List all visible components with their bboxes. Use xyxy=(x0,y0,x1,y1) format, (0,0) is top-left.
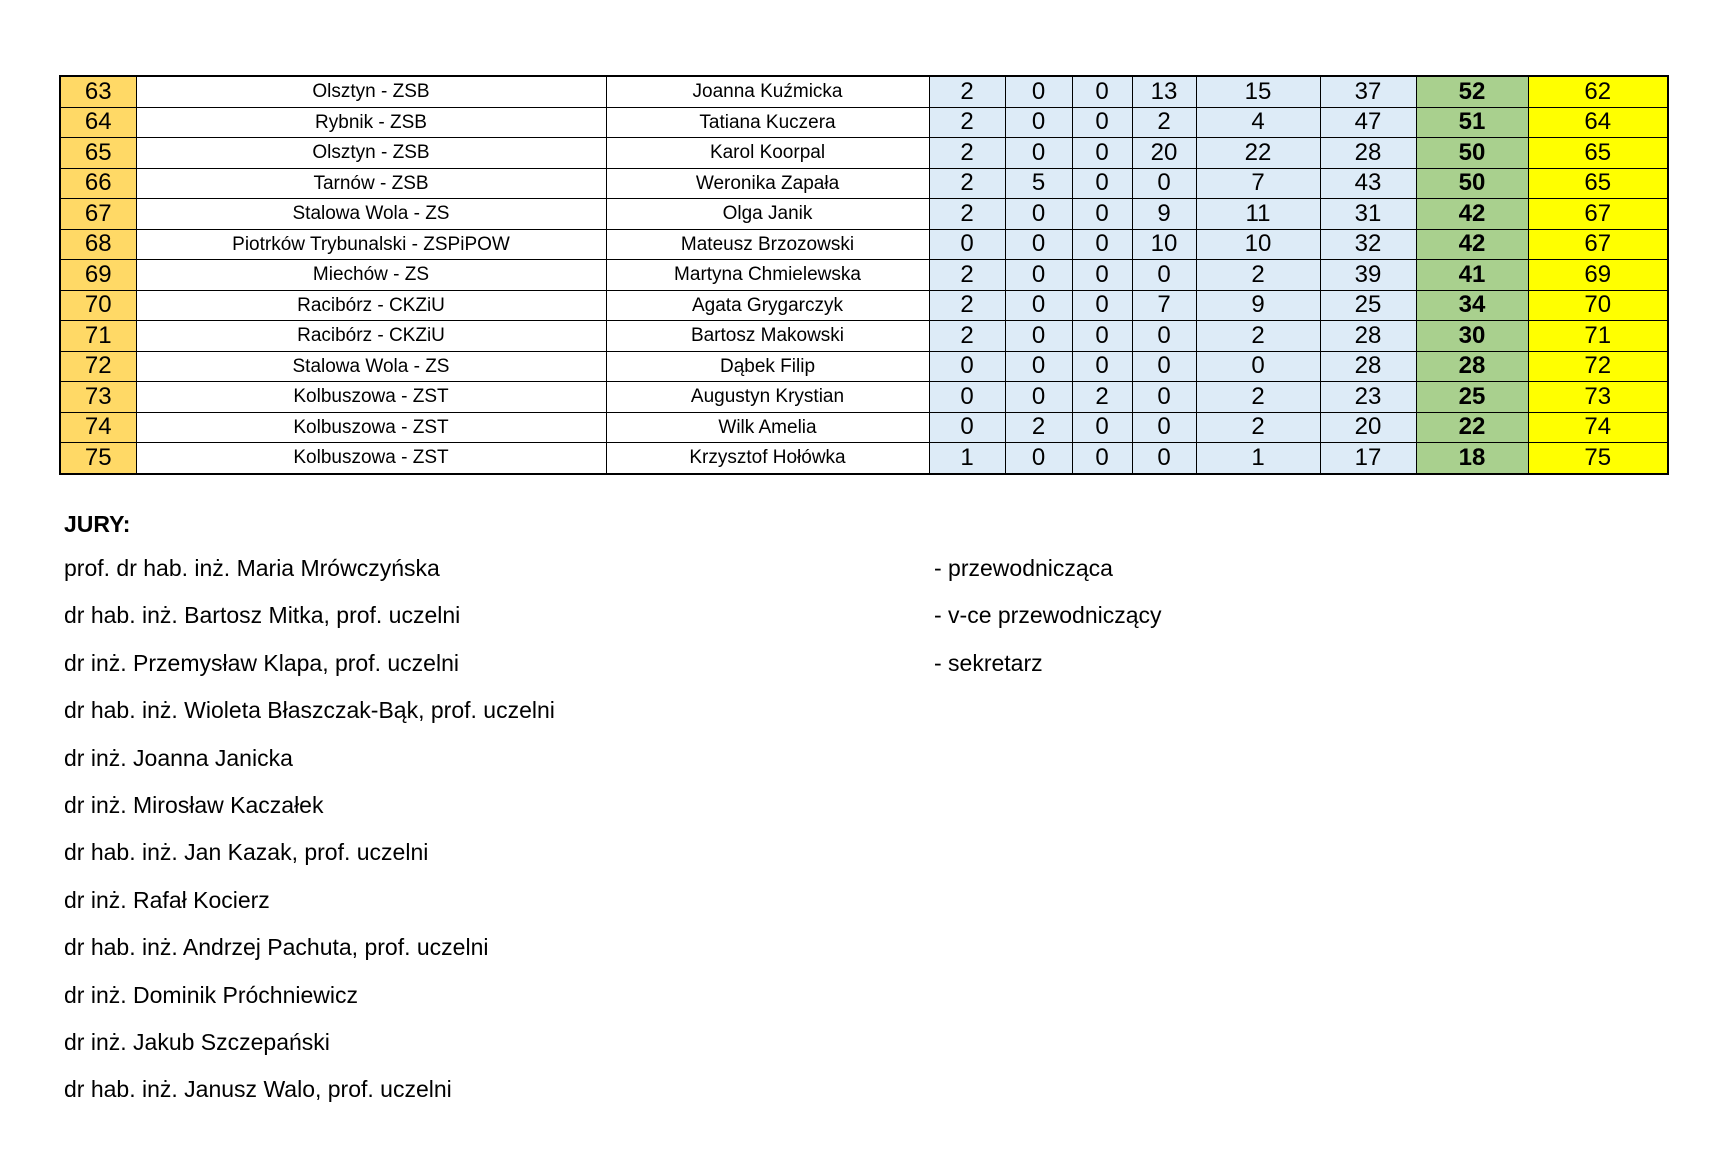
score-cell-2: 0 xyxy=(1005,260,1072,291)
score-cell-2: 0 xyxy=(1005,138,1072,169)
score-cell-3: 0 xyxy=(1072,107,1132,138)
score-cell-2: 2 xyxy=(1005,412,1072,443)
total-score-cell: 30 xyxy=(1416,321,1528,352)
score-cell-1: 0 xyxy=(929,382,1005,413)
jury-member-row xyxy=(64,884,1664,931)
score-cell-1: 2 xyxy=(929,260,1005,291)
rank-cell: 65 xyxy=(60,138,136,169)
score-cell-4: 0 xyxy=(1132,260,1196,291)
score-cell-6: 28 xyxy=(1320,138,1416,169)
score-cell-6: 23 xyxy=(1320,382,1416,413)
school-cell: Olsztyn - ZSB xyxy=(136,138,606,169)
score-cell-5: 10 xyxy=(1196,229,1320,260)
rank-cell: 64 xyxy=(60,107,136,138)
rank-cell: 68 xyxy=(60,229,136,260)
rank-cell: 72 xyxy=(60,351,136,382)
score-cell-5: 4 xyxy=(1196,107,1320,138)
score-cell-4: 13 xyxy=(1132,76,1196,107)
jury-member-row xyxy=(64,694,1664,741)
score-cell-3: 0 xyxy=(1072,168,1132,199)
score-cell-4: 0 xyxy=(1132,382,1196,413)
total-score-cell: 42 xyxy=(1416,199,1528,230)
jury-member-role: - v-ce przewodniczący xyxy=(934,602,1162,629)
jury-member-name: dr hab. inż. Janusz Walo, prof. uczelni xyxy=(64,1076,452,1103)
table-row xyxy=(60,138,1668,169)
school-cell: Kolbuszowa - ZST xyxy=(136,382,606,413)
school-cell: Stalowa Wola - ZS xyxy=(136,199,606,230)
table-row xyxy=(60,199,1668,230)
score-cell-2: 0 xyxy=(1005,382,1072,413)
table-row xyxy=(60,76,1668,107)
score-cell-2: 5 xyxy=(1005,168,1072,199)
table-row xyxy=(60,107,1668,138)
total-score-cell: 18 xyxy=(1416,443,1528,474)
score-cell-1: 2 xyxy=(929,199,1005,230)
jury-member-name: dr hab. inż. Andrzej Pachuta, prof. uczelni xyxy=(64,934,489,961)
place-cell: 69 xyxy=(1528,260,1668,291)
school-cell: Rybnik - ZSB xyxy=(136,107,606,138)
score-cell-2: 0 xyxy=(1005,76,1072,107)
participant-name-cell: Weronika Zapała xyxy=(606,168,929,199)
participant-name-cell: Bartosz Makowski xyxy=(606,321,929,352)
score-cell-3: 0 xyxy=(1072,199,1132,230)
score-cell-6: 32 xyxy=(1320,229,1416,260)
score-cell-1: 1 xyxy=(929,443,1005,474)
score-cell-6: 20 xyxy=(1320,412,1416,443)
score-cell-6: 31 xyxy=(1320,199,1416,230)
jury-member-row xyxy=(64,552,1664,599)
results-table xyxy=(59,75,1669,475)
score-cell-3: 0 xyxy=(1072,76,1132,107)
table-row xyxy=(60,260,1668,291)
participant-name-cell: Wilk Amelia xyxy=(606,412,929,443)
score-cell-3: 0 xyxy=(1072,138,1132,169)
place-cell: 65 xyxy=(1528,138,1668,169)
participant-name-cell: Augustyn Krystian xyxy=(606,382,929,413)
score-cell-3: 0 xyxy=(1072,290,1132,321)
score-cell-1: 2 xyxy=(929,168,1005,199)
school-cell: Kolbuszowa - ZST xyxy=(136,443,606,474)
score-cell-1: 0 xyxy=(929,229,1005,260)
place-cell: 65 xyxy=(1528,168,1668,199)
score-cell-1: 2 xyxy=(929,107,1005,138)
place-cell: 75 xyxy=(1528,443,1668,474)
total-score-cell: 52 xyxy=(1416,76,1528,107)
score-cell-1: 0 xyxy=(929,351,1005,382)
table-row xyxy=(60,168,1668,199)
total-score-cell: 51 xyxy=(1416,107,1528,138)
jury-member-row xyxy=(64,1073,1664,1120)
total-score-cell: 22 xyxy=(1416,412,1528,443)
table-row xyxy=(60,412,1668,443)
score-cell-5: 0 xyxy=(1196,351,1320,382)
table-row xyxy=(60,382,1668,413)
participant-name-cell: Krzysztof Hołówka xyxy=(606,443,929,474)
jury-member-row xyxy=(64,931,1664,978)
participant-name-cell: Martyna Chmielewska xyxy=(606,260,929,291)
jury-member-row xyxy=(64,1026,1664,1073)
jury-member-role: - przewodnicząca xyxy=(934,555,1113,581)
rank-cell: 73 xyxy=(60,382,136,413)
table-row xyxy=(60,229,1668,260)
participant-name-cell: Agata Grygarczyk xyxy=(606,290,929,321)
score-cell-2: 0 xyxy=(1005,443,1072,474)
score-cell-5: 2 xyxy=(1196,412,1320,443)
jury-member-name: dr inż. Rafał Kocierz xyxy=(64,886,270,913)
score-cell-1: 0 xyxy=(929,412,1005,443)
total-score-cell: 28 xyxy=(1416,351,1528,382)
score-cell-3: 2 xyxy=(1072,382,1132,413)
jury-member-row xyxy=(64,742,1664,789)
total-score-cell: 25 xyxy=(1416,382,1528,413)
score-cell-6: 43 xyxy=(1320,168,1416,199)
rank-cell: 66 xyxy=(60,168,136,199)
jury-member-row xyxy=(64,979,1664,1026)
total-score-cell: 41 xyxy=(1416,260,1528,291)
jury-member-name: prof. dr hab. inż. Maria Mrówczyńska xyxy=(64,555,440,581)
rank-cell: 71 xyxy=(60,321,136,352)
score-cell-4: 2 xyxy=(1132,107,1196,138)
table-row xyxy=(60,321,1668,352)
participant-name-cell: Olga Janik xyxy=(606,199,929,230)
score-cell-4: 0 xyxy=(1132,321,1196,352)
place-cell: 67 xyxy=(1528,229,1668,260)
score-cell-5: 2 xyxy=(1196,321,1320,352)
school-cell: Stalowa Wola - ZS xyxy=(136,351,606,382)
participant-name-cell: Tatiana Kuczera xyxy=(606,107,929,138)
score-cell-4: 0 xyxy=(1132,412,1196,443)
school-cell: Kolbuszowa - ZST xyxy=(136,412,606,443)
school-cell: Tarnów - ZSB xyxy=(136,168,606,199)
score-cell-2: 0 xyxy=(1005,229,1072,260)
jury-member-role: - sekretarz xyxy=(934,649,1043,676)
score-cell-6: 39 xyxy=(1320,260,1416,291)
score-cell-4: 0 xyxy=(1132,443,1196,474)
place-cell: 72 xyxy=(1528,351,1668,382)
total-score-cell: 42 xyxy=(1416,229,1528,260)
score-cell-6: 25 xyxy=(1320,290,1416,321)
score-cell-2: 0 xyxy=(1005,199,1072,230)
score-cell-2: 0 xyxy=(1005,351,1072,382)
rank-cell: 69 xyxy=(60,260,136,291)
results-table-body xyxy=(60,76,1668,474)
jury-member-row xyxy=(64,647,1664,694)
score-cell-1: 2 xyxy=(929,321,1005,352)
school-cell: Racibórz - CKZiU xyxy=(136,321,606,352)
score-cell-1: 2 xyxy=(929,138,1005,169)
table-row xyxy=(60,290,1668,321)
total-score-cell: 50 xyxy=(1416,138,1528,169)
score-cell-5: 2 xyxy=(1196,382,1320,413)
score-cell-4: 7 xyxy=(1132,290,1196,321)
score-cell-4: 9 xyxy=(1132,199,1196,230)
score-cell-3: 0 xyxy=(1072,351,1132,382)
total-score-cell: 34 xyxy=(1416,290,1528,321)
jury-list xyxy=(64,552,1664,1121)
score-cell-3: 0 xyxy=(1072,229,1132,260)
score-cell-6: 37 xyxy=(1320,76,1416,107)
rank-cell: 74 xyxy=(60,412,136,443)
score-cell-5: 1 xyxy=(1196,443,1320,474)
score-cell-6: 28 xyxy=(1320,321,1416,352)
score-cell-5: 2 xyxy=(1196,260,1320,291)
place-cell: 71 xyxy=(1528,321,1668,352)
score-cell-5: 22 xyxy=(1196,138,1320,169)
rank-cell: 75 xyxy=(60,443,136,474)
score-cell-3: 0 xyxy=(1072,443,1132,474)
table-row xyxy=(60,443,1668,474)
jury-member-row xyxy=(64,789,1664,836)
score-cell-3: 0 xyxy=(1072,321,1132,352)
rank-cell: 63 xyxy=(60,76,136,107)
jury-title: JURY: xyxy=(64,511,131,537)
place-cell: 62 xyxy=(1528,76,1668,107)
score-cell-4: 0 xyxy=(1132,168,1196,199)
jury-section xyxy=(64,510,1664,1121)
score-cell-2: 0 xyxy=(1005,290,1072,321)
jury-member-name: dr hab. inż. Jan Kazak, prof. uczelni xyxy=(64,839,429,866)
table-row xyxy=(60,351,1668,382)
jury-member-name: dr inż. Jakub Szczepański xyxy=(64,1028,330,1055)
score-cell-6: 17 xyxy=(1320,443,1416,474)
school-cell: Piotrków Trybunalski - ZSPiPOW xyxy=(136,229,606,260)
score-cell-1: 2 xyxy=(929,290,1005,321)
participant-name-cell: Joanna Kuźmicka xyxy=(606,76,929,107)
school-cell: Miechów - ZS xyxy=(136,260,606,291)
school-cell: Racibórz - CKZiU xyxy=(136,290,606,321)
place-cell: 74 xyxy=(1528,412,1668,443)
place-cell: 73 xyxy=(1528,382,1668,413)
score-cell-6: 28 xyxy=(1320,351,1416,382)
score-cell-4: 20 xyxy=(1132,138,1196,169)
jury-member-name: dr inż. Joanna Janicka xyxy=(64,744,293,771)
score-cell-6: 47 xyxy=(1320,107,1416,138)
score-cell-5: 7 xyxy=(1196,168,1320,199)
participant-name-cell: Dąbek Filip xyxy=(606,351,929,382)
jury-member-name: dr inż. Przemysław Klapa, prof. uczelni xyxy=(64,649,459,676)
score-cell-1: 2 xyxy=(929,76,1005,107)
rank-cell: 70 xyxy=(60,290,136,321)
score-cell-5: 15 xyxy=(1196,76,1320,107)
score-cell-5: 9 xyxy=(1196,290,1320,321)
score-cell-5: 11 xyxy=(1196,199,1320,230)
jury-member-name: dr hab. inż. Wioleta Błaszczak-Bąk, prof. uczelni xyxy=(64,697,555,724)
total-score-cell: 50 xyxy=(1416,168,1528,199)
jury-member-row xyxy=(64,599,1664,646)
participant-name-cell: Karol Koorpal xyxy=(606,138,929,169)
place-cell: 64 xyxy=(1528,107,1668,138)
participant-name-cell: Mateusz Brzozowski xyxy=(606,229,929,260)
rank-cell: 67 xyxy=(60,199,136,230)
place-cell: 70 xyxy=(1528,290,1668,321)
score-cell-4: 0 xyxy=(1132,351,1196,382)
score-cell-3: 0 xyxy=(1072,412,1132,443)
jury-member-name: dr inż. Dominik Próchniewicz xyxy=(64,981,358,1008)
place-cell: 67 xyxy=(1528,199,1668,230)
jury-member-name: dr inż. Mirosław Kaczałek xyxy=(64,791,324,818)
score-cell-3: 0 xyxy=(1072,260,1132,291)
score-cell-2: 0 xyxy=(1005,321,1072,352)
school-cell: Olsztyn - ZSB xyxy=(136,76,606,107)
jury-member-row xyxy=(64,836,1664,883)
score-cell-2: 0 xyxy=(1005,107,1072,138)
score-cell-4: 10 xyxy=(1132,229,1196,260)
jury-member-name: dr hab. inż. Bartosz Mitka, prof. uczelni xyxy=(64,602,461,629)
